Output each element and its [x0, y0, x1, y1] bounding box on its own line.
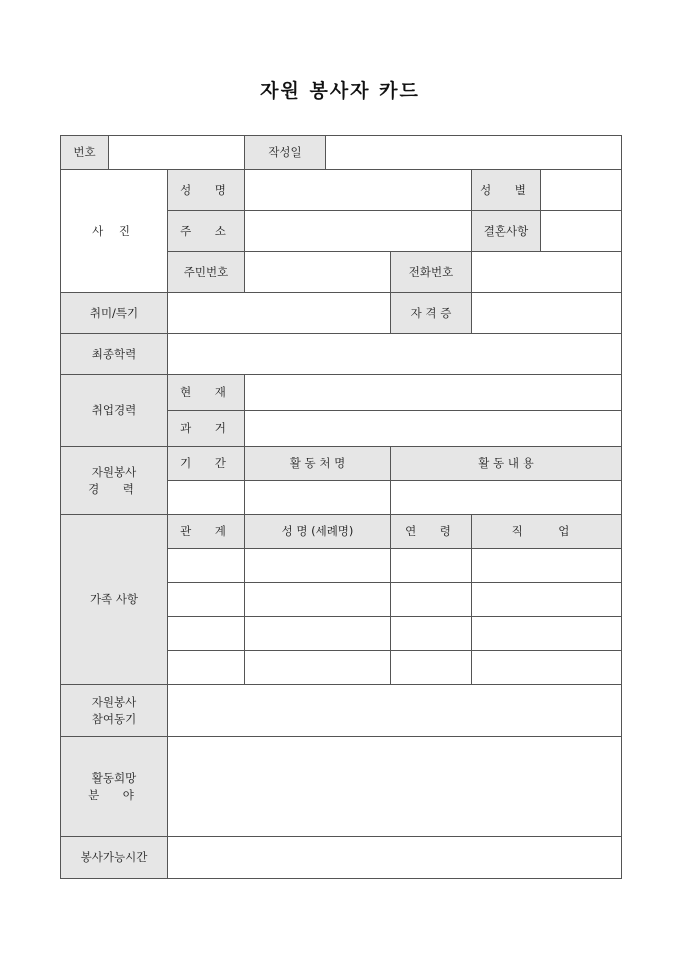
- number-field[interactable]: [109, 136, 245, 170]
- hobby-label: 취미/특기: [61, 293, 168, 334]
- volunteer-history-label-line1: 자원봉사: [91, 464, 137, 479]
- page-title: 자원 봉사자 카드: [260, 80, 420, 102]
- volunteer-history-label: [61, 447, 168, 515]
- volunteer-period-header: 기 간: [168, 447, 245, 481]
- volunteer-history-label-line2: 경 력: [88, 481, 140, 496]
- employment-past-field[interactable]: [245, 411, 622, 447]
- phone-field[interactable]: [472, 252, 622, 293]
- family-job-cell[interactable]: [472, 651, 622, 685]
- number-label: 번호: [61, 136, 109, 170]
- employment-past-label: 과 거: [168, 411, 245, 447]
- family-name-cell[interactable]: [245, 583, 391, 617]
- education-label: 최종학력: [61, 334, 168, 375]
- resident-id-field[interactable]: [245, 252, 391, 293]
- family-age-cell[interactable]: [391, 549, 472, 583]
- family-age-header: 연 령: [391, 515, 472, 549]
- family-job-cell[interactable]: [472, 549, 622, 583]
- address-field[interactable]: [245, 211, 472, 252]
- family-name-cell[interactable]: [245, 651, 391, 685]
- license-field[interactable]: [472, 293, 622, 334]
- interest-label: [61, 737, 168, 837]
- volunteer-org-header: 활 동 처 명: [245, 447, 391, 481]
- family-name-cell[interactable]: [245, 549, 391, 583]
- family-relation-cell[interactable]: [168, 617, 245, 651]
- motive-label-line2: 참여동기: [91, 711, 137, 726]
- available-time-field[interactable]: [168, 837, 622, 879]
- interest-label-line1: 활동희망: [91, 770, 137, 785]
- employment-label: 취업경력: [61, 375, 168, 447]
- photo-area[interactable]: 사 진: [61, 170, 168, 293]
- family-job-cell[interactable]: [472, 583, 622, 617]
- family-relation-cell[interactable]: [168, 651, 245, 685]
- family-name-header: 성 명 (세례명): [245, 515, 391, 549]
- family-age-cell[interactable]: [391, 651, 472, 685]
- volunteer-content-header: 활 동 내 용: [391, 447, 622, 481]
- employment-current-label: 현 재: [168, 375, 245, 411]
- motive-field[interactable]: [168, 685, 622, 737]
- volunteer-org-field[interactable]: [245, 481, 391, 515]
- interest-field[interactable]: [168, 737, 622, 837]
- phone-label: 전화번호: [391, 252, 472, 293]
- date-field[interactable]: [326, 136, 622, 170]
- license-label: 자 격 증: [391, 293, 472, 334]
- employment-current-field[interactable]: [245, 375, 622, 411]
- family-relation-cell[interactable]: [168, 583, 245, 617]
- gender-label: 성 별: [472, 170, 541, 211]
- family-relation-cell[interactable]: [168, 549, 245, 583]
- family-job-cell[interactable]: [472, 617, 622, 651]
- marital-label: 결혼사항: [472, 211, 541, 252]
- available-time-label: 봉사가능시간: [61, 837, 168, 879]
- gender-field[interactable]: [541, 170, 622, 211]
- name-field[interactable]: [245, 170, 472, 211]
- family-relation-header: 관 계: [168, 515, 245, 549]
- interest-label-line2: 분 야: [88, 787, 140, 802]
- family-age-cell[interactable]: [391, 617, 472, 651]
- education-field[interactable]: [168, 334, 622, 375]
- hobby-field[interactable]: [168, 293, 391, 334]
- family-age-cell[interactable]: [391, 583, 472, 617]
- name-label: 성 명: [168, 170, 245, 211]
- marital-field[interactable]: [541, 211, 622, 252]
- family-name-cell[interactable]: [245, 617, 391, 651]
- motive-label: [61, 685, 168, 737]
- date-label: 작성일: [245, 136, 326, 170]
- family-job-header: 직 업: [472, 515, 622, 549]
- volunteer-content-field[interactable]: [391, 481, 622, 515]
- resident-id-label: 주민번호: [168, 252, 245, 293]
- volunteer-period-field[interactable]: [168, 481, 245, 515]
- motive-label-line1: 자원봉사: [91, 694, 137, 709]
- family-label: 가족 사항: [61, 515, 168, 685]
- volunteer-card-form: [60, 135, 622, 879]
- address-label: 주 소: [168, 211, 245, 252]
